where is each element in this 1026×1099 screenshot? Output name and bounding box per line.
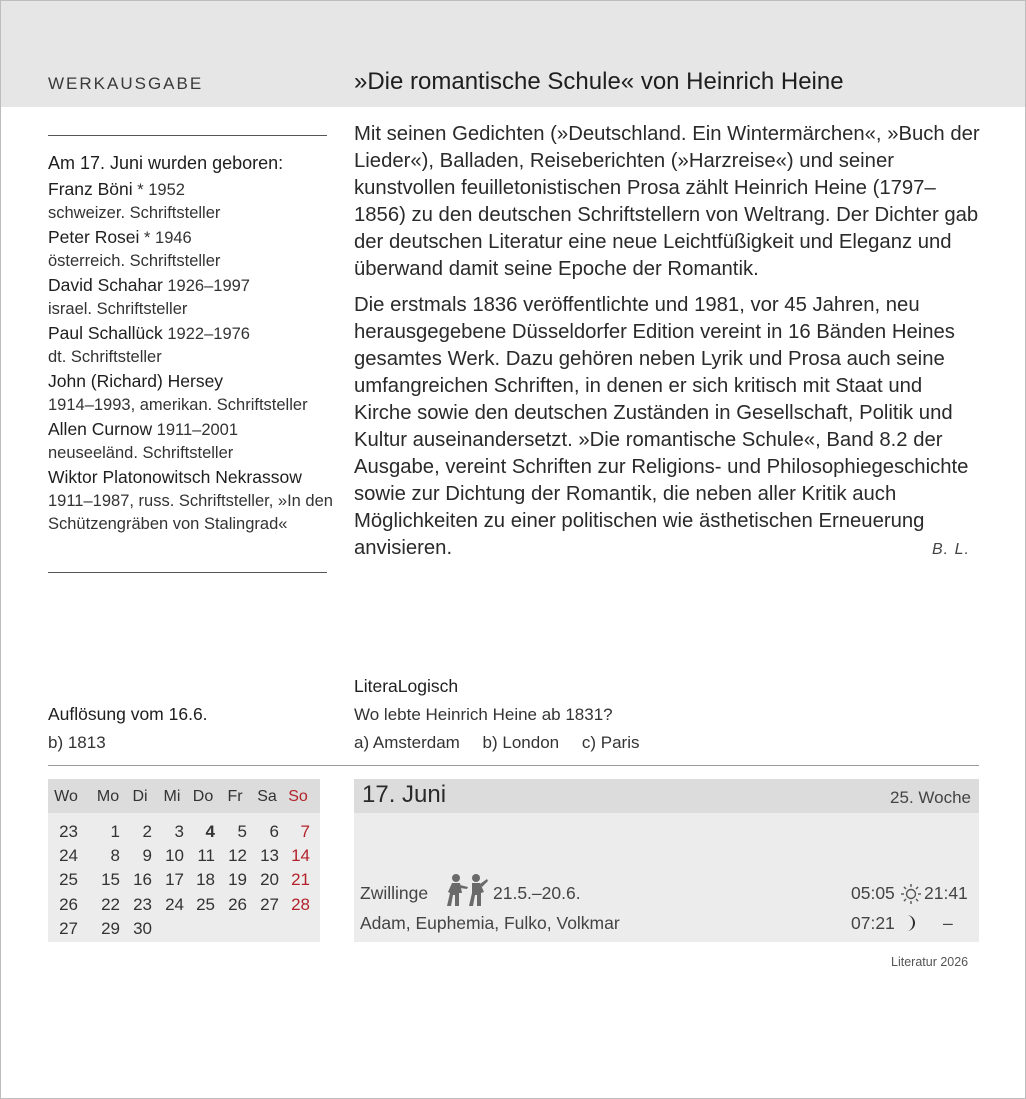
calendar-day: 23: [133, 894, 152, 914]
birth-entry: [48, 225, 333, 273]
calendar-day: 26: [228, 894, 247, 914]
birth-entry: [48, 177, 333, 225]
calendar-day: 6: [269, 822, 279, 841]
calendar-day: 12: [228, 846, 247, 866]
birth-entry: [48, 417, 333, 465]
footer-label: Literatur 2026: [891, 955, 969, 969]
calendar-day: 20: [260, 870, 279, 890]
birth-description: dt. Schriftsteller: [48, 348, 162, 366]
birth-dates: 1911–2001: [152, 421, 239, 439]
calendar-day: 19: [228, 870, 247, 890]
calendar-day: 14: [291, 846, 310, 866]
calendar-day: 2: [142, 822, 152, 841]
calendar-day: 22: [101, 894, 120, 914]
name-days: Adam, Euphemia, Fulko, Volkmar: [360, 913, 620, 933]
birth-description: israel. Schriftsteller: [48, 300, 188, 318]
calendar-day: 5: [237, 822, 247, 841]
calendar-weekday-header: Mo: [96, 788, 120, 805]
birth-name: David Schahar: [48, 275, 163, 295]
calendar-day: 30: [133, 918, 152, 938]
calendar-day: 7: [300, 822, 310, 841]
birth-entry: [48, 321, 333, 369]
births-top-divider: [48, 135, 327, 136]
day-date: 17. Juni: [362, 781, 447, 808]
calendar-week-number: 26: [59, 894, 78, 914]
birth-entry: [48, 465, 333, 536]
calendar-day: 3: [174, 822, 184, 841]
quiz-options: [354, 733, 657, 753]
series-label: WERKAUSGABE: [48, 74, 204, 93]
section-divider: [48, 765, 979, 766]
calendar-day: 16: [133, 870, 152, 890]
quiz-question: Wo lebte Heinrich Heine ab 1831?: [354, 705, 613, 724]
zodiac-range: 21.5.–20.6.: [493, 883, 581, 903]
calendar-day: 11: [197, 846, 215, 866]
article-author: B. L.: [932, 541, 970, 558]
calendar-day: 10: [165, 846, 184, 866]
calendar-day: 27: [260, 894, 279, 914]
birth-name: Peter Rosei: [48, 227, 140, 247]
calendar-week-number: 23: [59, 822, 78, 841]
calendar-day: 15: [101, 870, 120, 890]
birth-dates: * 1952: [132, 181, 185, 199]
birth-dates: 1926–1997: [162, 277, 250, 295]
calendar-weekday-header: Sa: [257, 788, 277, 805]
zodiac-sign: Zwillinge: [360, 883, 429, 903]
moonrise-time: 07:21: [851, 913, 895, 933]
births-heading: Am 17. Juni wurden geboren:: [48, 153, 284, 173]
calendar-week-number: 24: [59, 846, 78, 866]
calendar-day: 21: [291, 870, 310, 890]
calendar-weekday-header: Wo: [54, 788, 78, 805]
calendar-day: 28: [291, 894, 310, 914]
moon-icon: [903, 913, 919, 933]
calendar-day: 25: [196, 894, 215, 914]
birth-name: John (Richard) Hersey: [48, 371, 224, 391]
day-header-band: [354, 779, 979, 813]
birth-description: 1911–1987, russ. Schriftsteller, »In den Schützengräben von Stalingrad«: [48, 492, 333, 533]
calendar-weekday-header: Fr: [227, 788, 243, 805]
article-body: [354, 121, 984, 571]
quiz-title: LiteraLogisch: [354, 676, 459, 696]
calendar-weekday-header: So: [288, 788, 308, 805]
day-week: 25. Woche: [890, 788, 971, 807]
sunrise-time: 05:05: [851, 883, 895, 903]
calendar-day: 24: [165, 894, 184, 914]
birth-dates: * 1946: [139, 229, 192, 247]
quiz-option-a: a) Amsterdam: [354, 733, 460, 752]
calendar-day: 18: [196, 870, 215, 890]
calendar-weekday-header: Di: [132, 788, 148, 805]
solution-title: Auflösung vom 16.6.: [48, 704, 208, 724]
birth-description: 1914–1993, amerikan. Schriftsteller: [48, 396, 308, 414]
birth-dates: 1922–1976: [162, 325, 250, 343]
sun-icon: [900, 883, 922, 905]
calendar-day: 17: [165, 870, 184, 890]
calendar-weekday-header: Do: [192, 788, 214, 805]
birth-name: Franz Böni: [48, 179, 133, 199]
gemini-twins-icon: [442, 873, 490, 907]
calendar-week-number: 27: [59, 918, 78, 938]
quiz-option-c: c) Paris: [581, 733, 640, 752]
calendar-week-number: 25: [59, 870, 78, 890]
article-paragraph: Mit seinen Gedichten (»Deutschland. Ein Wintermärchen«, »Buch der Lieder«), Balladen, Reiseberichten (»Harzreise«) und seiner kunstvollen feuilletonistischen Prosa zählt Heinrich Heine (1797–1856) zu den deutschen Schriftstellern von Weltrang. Der Dichter gab der deutschen Literatur eine neue Leichtfüßigkeit und Eleganz und überwand damit seine Epoche der Romantik.: [354, 123, 980, 280]
day-panel: [354, 779, 979, 942]
calendar-day: 8: [110, 846, 120, 866]
births-section: [48, 151, 333, 536]
page-title: »Die romantische Schule« von Heinrich Heine: [354, 68, 844, 95]
moonset-time: –: [943, 913, 953, 933]
article-paragraph: Die erstmals 1836 veröffentlichte und 1981, vor 45 Jahren, neu herausgegebene Düsseldorfer Edition vereint in 16 Bänden Heines gesamtes Werk. Dazu gehören neben Lyrik und Prosa auch seine umfangreichen Schriften, in denen er sich kritisch mit Staat und Kirche sowie den deutschen Zuständen in Gesellschaft, Politik und Kultur auseinandersetzt. »Die romantische Schule«, Band 8.2 der Ausgabe, vereint Schriften zur Religions- und Philosophiegeschichte sowie zur Dichtung der Romantik, die neben aller Kritik auch Möglichkeiten zu einer politischen wie ästhetischen Erneuerung anvisieren.: [354, 294, 969, 559]
birth-entry: [48, 369, 333, 417]
calendar-day: 4: [205, 822, 215, 841]
birth-description: schweizer. Schriftsteller: [48, 204, 221, 222]
birth-name: Allen Curnow: [48, 419, 153, 439]
calendar-day: 9: [142, 846, 152, 866]
calendar-day: 1: [110, 822, 120, 841]
birth-name: Paul Schallück: [48, 323, 163, 343]
month-calendar: [48, 779, 320, 942]
calendar-weekday-header: Mi: [163, 788, 181, 805]
calendar-day: 13: [260, 846, 279, 866]
birth-entry: [48, 273, 333, 321]
solution-answer: b) 1813: [48, 733, 106, 752]
sunset-time: 21:41: [924, 883, 968, 903]
calendar-day: 29: [101, 918, 120, 938]
quiz-option-b: b) London: [482, 733, 560, 752]
birth-description: österreich. Schriftsteller: [48, 252, 221, 270]
births-bottom-divider: [48, 572, 327, 573]
birth-description: neuseeländ. Schriftsteller: [48, 444, 234, 462]
birth-name: Wiktor Platonowitsch Nekrassow: [48, 467, 302, 487]
